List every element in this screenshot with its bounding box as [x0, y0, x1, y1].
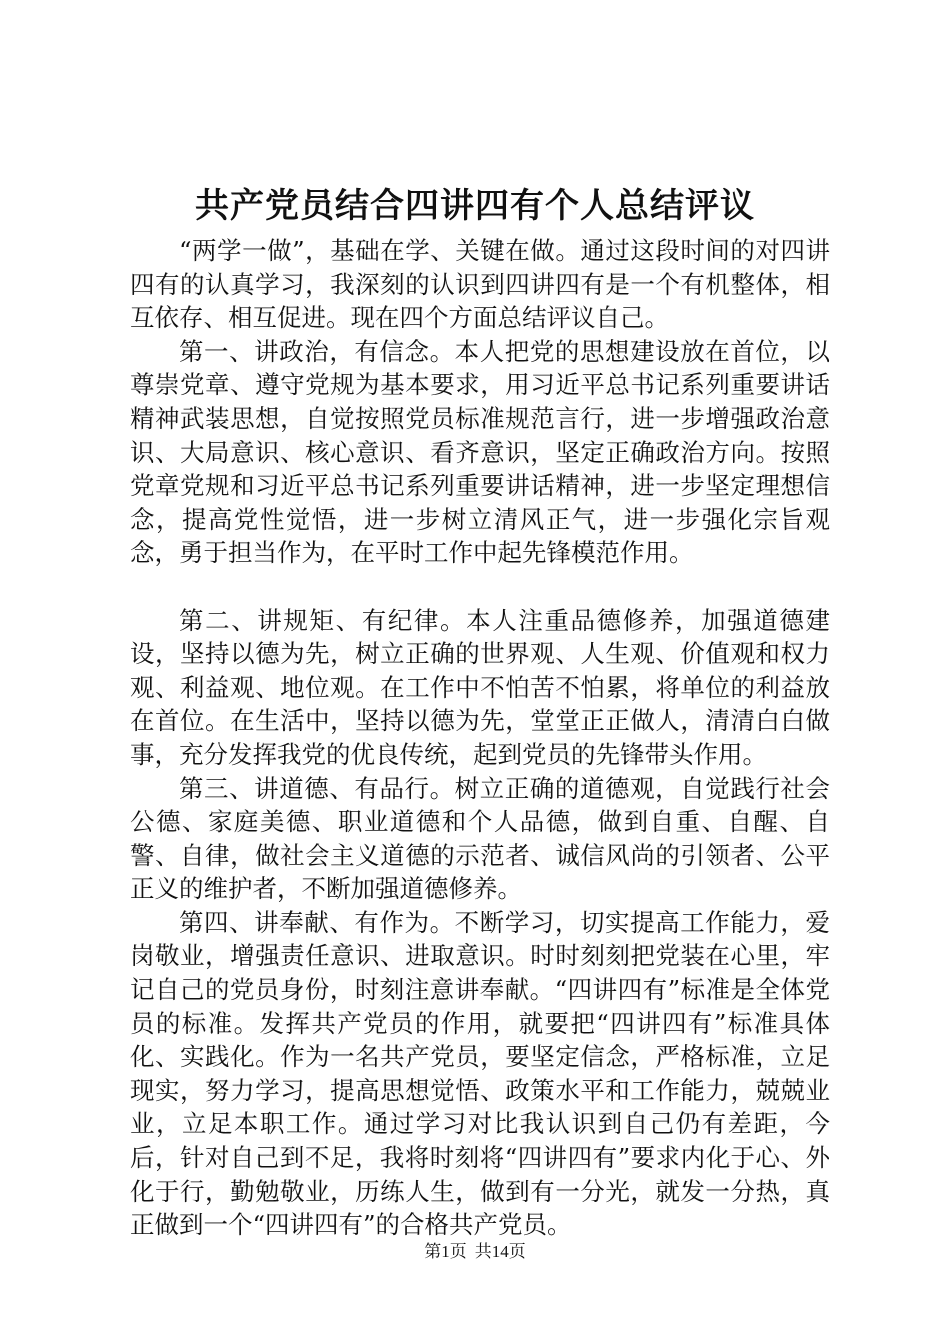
paragraph-gap [130, 570, 830, 604]
paragraph-third: 第三、讲道德、有品行。树立正确的道德观，自觉践行社会公德、家庭美德、职业道德和个人品德，做到自重、自醒、自警、自律，做社会主义道德的示范者、诚信风尚的引领者、公平正义的维护者，不断加强道德修养。 [130, 773, 830, 904]
page-total: 共14页 [474, 1242, 526, 1261]
paragraph-fourth: 第四、讲奉献、有作为。不断学习，切实提高工作能力，爱岗敬业，增强责任意识、进取意识。时时刻刻把党装在心里，牢记自己的党员身份，时刻注意讲奉献。“四讲四有”标准是全体党员的标准。发挥共产党员的作用，就要把“四讲四有”标准具体化、实践化。作为一名共产党员，要坚定信念，严格标准，立足现实，努力学习，提高思想觉悟、政策水平和工作能力，兢兢业业，立足本职工作。通过学习对比我认识到自己仍有差距，今后，针对自己到不足，我将时刻将“四讲四有”要求内化于心、外化于行，勤勉敬业，历练人生，做到有一分光，就发一分热，真正做到一个“四讲四有”的合格共产党员。 [130, 907, 830, 1240]
paragraph-intro: “两学一做”，基础在学、关键在做。通过这段时间的对四讲四有的认真学习，我深刻的认识到四讲四有是一个有机整体，相互依存、相互促进。现在四个方面总结评议自己。 [130, 236, 830, 333]
page-footer [0, 1240, 950, 1264]
paragraph-first: 第一、讲政治，有信念。本人把党的思想建设放在首位，以尊崇党章、遵守党规为基本要求，用习近平总书记系列重要讲话精神武装思想，自觉按照党员标准规范言行，进一步增强政治意识、大局意识、核心意识、看齐意识，坚定正确政治方向。按照党章党规和习近平总书记系列重要讲话精神，进一步坚定理想信念，提高党性觉悟，进一步树立清风正气，进一步强化宗旨观念，勇于担当作为，在平时工作中起先锋模范作用。 [130, 336, 830, 568]
document-body [130, 234, 830, 1242]
paragraph-second: 第二、讲规矩、有纪律。本人注重品德修养，加强道德建设，坚持以德为先，树立正确的世界观、人生观、价值观和权力观、利益观、地位观。在工作中不怕苦不怕累，将单位的利益放在首位。在生活中，坚持以德为先，堂堂正正做人，清清白白做事，充分发挥我党的优良传统，起到党员的先锋带头作用。 [130, 605, 830, 769]
page-number: 第1页 [424, 1242, 467, 1261]
document-title: 共产党员结合四讲四有个人总结评议 [195, 186, 755, 226]
